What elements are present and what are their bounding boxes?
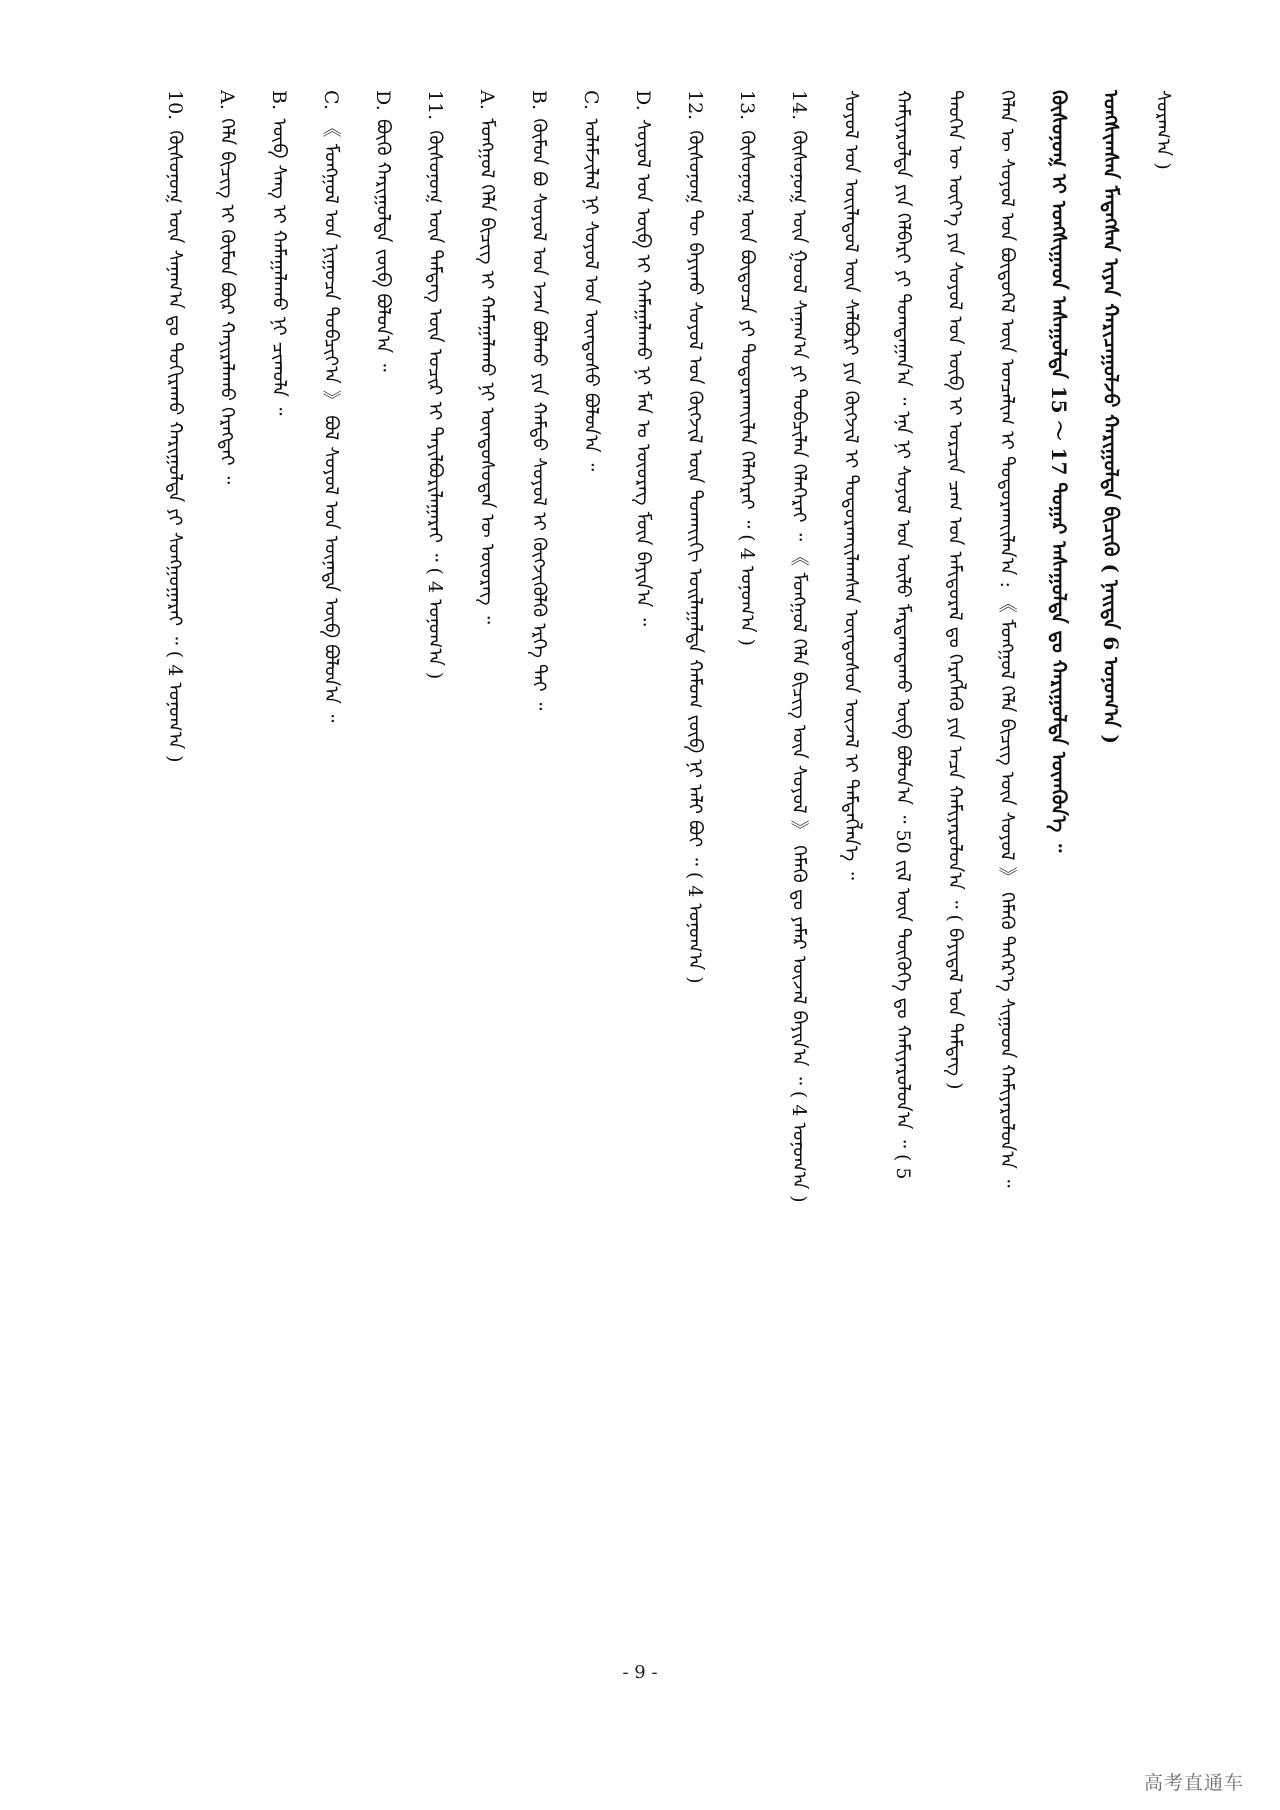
column-text: ᠬᠦᠮᠦᠨ ᠪᠣ ᠰᠣᠶᠣᠯ ᠤᠨ ᠡᠵᠡᠨ ᠪᠣᠯᠬᠤ ᠶᠢᠨ ᠬᠠᠮᠲᠤ ᠰᠣᠶᠣᠯ ᠢ ᠬᠥᠭᠵᠢᠭᠦᠯᠬᠦ ᠡᠷᠬᠡ ᠲᠠᠢ ᠃ [528, 118, 550, 711]
option-letter: B. [268, 90, 290, 111]
text-column-17 [310, 90, 352, 722]
question-number: 14. [788, 90, 810, 121]
text-column-5 [934, 90, 976, 1090]
text-column-16 [362, 90, 404, 372]
column-text: ᠤᠯᠠᠮᠵᠢᠯᠠᠯ ᠨᠢ ᠰᠣᠶᠣᠯ ᠤᠨ ᠦᠨᠳᠦᠰᠦ ᠪᠣᠯᠤᠨ᠎ᠠ ᠃ [580, 118, 602, 472]
column-text: ᠬᠡᠯᠡ ᠪᠢᠴᠢᠭ ᠢ ᠬᠦᠮᠦᠨ ᠪᠦᠷ ᠬᠠᠶᠢᠷᠠᠯᠠᠬᠤ ᠬᠡᠷᠡᠭᠲᠡᠢ ᠃ [216, 118, 238, 485]
text-column-12 [570, 90, 612, 471]
text-column-14 [466, 90, 508, 624]
text-column-13 [518, 90, 560, 710]
text-column-9 [726, 90, 768, 646]
text-column-3 [1038, 90, 1080, 852]
column-text: ᠬᠦᠰᠦᠨᠦᠭ᠍ ᠦᠨ ᠲᠡᠮᠳᠡᠭ ᠦᠨ ᠤᠴᠢᠷ ᠢ ᠲᠠᠶᠢᠯᠪᠤᠷᠢᠯᠠᠭᠠᠷᠠᠢ ᠃ ( 4 ᠣᠨᠤᠭ᠎ᠠ ) [424, 130, 446, 680]
text-column-2 [1090, 90, 1132, 744]
column-text: ᠰᠣᠶᠣᠯ ᠤᠨ ᠥᠪ ᠢ ᠬᠠᠮᠠᠭᠠᠯᠠᠬᠤ ᠨᠢ ᠮᠠᠨ ᠤ ᠦᠦᠷᠡᠭ ᠮᠥᠨ ᠪᠠᠶᠢᠨ᠎ᠠ ᠃ [632, 119, 654, 626]
text-column-20 [154, 90, 196, 763]
text-column-8 [778, 90, 820, 1203]
text-column-15 [414, 90, 456, 679]
column-text: ᠰᠤᠷᠠᠭ᠎ᠠ ) [1152, 90, 1174, 170]
text-column-11 [622, 90, 664, 626]
text-column-6 [882, 90, 924, 1180]
column-text: ᠥᠪ ᠰᠠᠩ ᠢ ᠬᠠᠮᠠᠭᠠᠯᠠᠬᠤ ᠨᠢ ᠴᠢᠬᠤᠯᠠ ᠃ [268, 118, 290, 416]
text-column-19 [206, 90, 248, 484]
column-text: ᠬᠦᠰᠦᠨᠦᠭ᠍ ᠦᠨ ᠭᠣᠣᠯ ᠰᠠᠨᠠᠭ᠎ᠠ ᠶᠢ ᠲᠣᠪᠴᠢᠯᠠᠨ ᠬᠡᠯᠡᠭᠡᠷᠡᠢ ᠃ 《 ᠮᠣᠩᠭᠣᠯ ᠬᠡᠯᠡ ᠪᠢᠴᠢᠭ ᠦᠨ ᠰᠣᠶᠣᠯ 》 ᠬᠡᠮᠡᠬᠦ ᠳᠤ ᠶᠠᠮᠠᠷ ᠦᠵᠡᠯ ᠪᠠᠶᠢᠨ᠎ᠠ ᠃ ( 4 ᠣᠨᠤᠭ᠎ᠠ ) [788, 130, 810, 1203]
column-text: ᠲᠡᠦᠬᠡᠨ ᠦ ᠦᠶ᠎ᠡ ᠶᠢᠨ ᠰᠣᠶᠣᠯ ᠤᠨ ᠥᠪ ᠢ ᠣᠷᠴᠢᠨ ᠴᠠᠭ ᠤᠨ ᠠᠮᠢᠳᠤᠷᠠᠯ ᠳᠤ ᠬᠡᠷᠡᠭᠯᠡᠬᠦ ᠶᠢᠨ ᠠᠴᠠ ᠬᠠᠮᠢᠶᠠᠷᠤᠯᠤᠨ᠎ᠠ ᠃ ( ᠪᠠᠶᠢᠳᠠᠯ ᠤᠨ ᠲᠡᠮᠳᠡᠭ ) [944, 90, 966, 1090]
column-text: ᠤᠩᠰᠢᠭᠰᠠᠨ ᠮᠡᠳᠡᠭᠰᠡᠨ ᠢᠶᠡᠨ ᠬᠠᠷᠢᠴᠠᠭᠤᠯᠵᠤ ᠬᠠᠷᠢᠭᠤᠯᠲᠠ ᠪᠢᠴᠢᠬᠦ᠌ ( ᠨᠡᠢᠲᠡ 6 ᠣᠨᠤᠭ᠎ᠠ ) [1099, 90, 1123, 744]
column-text: ᠬᠦᠰᠦᠨᠦᠭ᠍ ᠦᠨ ᠰᠠᠨᠠᠭ᠎ᠠ ᠳᠤ ᠲᠣᠬᠢᠷᠠᠬᠤ ᠬᠠᠷᠢᠭᠤᠯᠲᠠ ᠶᠢ ᠰᠣᠩᠭᠣᠭᠠᠷᠠᠢ ᠃ ( 4 ᠣᠨᠤᠭ᠎ᠠ ) [164, 130, 186, 763]
text-column-7 [830, 90, 872, 880]
column-text: ᠮᠣᠩᠭᠣᠯ ᠬᠡᠯᠡ ᠪᠢᠴᠢᠭ ᠢ ᠬᠠᠮᠠᠭᠠᠯᠠᠬᠤ ᠨᠢ ᠦᠨᠳᠦᠰᠦᠲᠡᠨ ᠦ ᠦᠦᠷᠡᠭ ᠃ [476, 118, 498, 624]
option-letter: A. [216, 90, 238, 111]
column-text: ᠬᠡᠯᠡᠨ ᠦ ᠰᠣᠶᠣᠯ ᠤᠨ ᠪᠦᠲᠦᠭᠡᠯ ᠦᠨ ᠣᠨᠴᠠᠯᠢᠭ ᠢ ᠲᠣᠳᠣᠷᠬᠠᠶ᠋ᠢᠯᠠᠨ᠎ᠠ : 《 ᠮᠣᠩᠭᠣᠯ ᠬᠡᠯᠡ ᠪᠢᠴᠢᠭ ᠦᠨ ᠰᠣᠶᠣᠯ 》 ᠬᠡᠮᠡᠬᠦ ᠳᠡᠭᠡᠷ᠎ᠡ ᠰᠢᠭᠤᠳ ᠬᠠᠮᠢᠶᠠᠷᠤᠯᠤᠨ᠎ᠠ ᠃ [996, 90, 1018, 1188]
text-column-4 [986, 90, 1028, 1187]
text-column-1 [1142, 90, 1184, 170]
column-text: ᠪᠦᠬᠦ ᠬᠠᠷᠢᠭᠤᠯᠲᠠ ᠵᠥᠪ ᠪᠣᠯᠤᠨ᠎ᠠ ᠃ [372, 119, 394, 372]
text-column-10 [674, 90, 716, 984]
column-text: 《 ᠮᠣᠩᠭᠣᠯ ᠤᠨ ᠨᠢᠭᠤᠴᠠ ᠲᠣᠪᠴᠢᠶ᠎ᠠ 》 ᠪᠣᠯ ᠰᠣᠶᠣᠯ ᠤᠨ ᠦᠨᠡᠲᠡ ᠥᠪ ᠪᠣᠯᠤᠨ᠎ᠠ ᠃ [320, 118, 342, 723]
option-letter: D. [372, 90, 394, 111]
question-number: 11. [424, 90, 446, 121]
question-number: 13. [736, 90, 758, 121]
text-column-18 [258, 90, 300, 415]
column-text: ᠰᠣᠶᠣᠯ ᠤᠨ ᠦᠢᠯᠡᠳᠦᠯ ᠦᠨ ᠰᠠᠯᠪᠤᠷᠢ ᠶᠢᠨ ᠬᠦᠭᠵᠢᠯ ᠢ ᠲᠣᠳᠣᠷᠬᠠᠶ᠋ᠢᠯᠠᠭᠰᠠᠨ ᠦᠨᠳᠦᠰᠦᠨ ᠦᠵᠡᠯ ᠢ ᠲᠡᠮᠳᠡᠭᠯᠡᠨ᠎ᠡ ᠃ [840, 90, 862, 880]
watermark: 高考直通车 [1143, 1772, 1244, 1794]
option-letter: C. [320, 90, 342, 111]
column-text: ᠬᠦᠰᠦᠨᠦᠭ᠍ ᠲᠦ ᠪᠠᠶᠢᠬᠤ ᠰᠣᠶᠣᠯ ᠤᠨ ᠬᠥᠭᠵᠢᠯ ᠦᠨ ᠲᠤᠬᠠᠶ᠋ᠢᠬᠢ ᠣᠢᠯᠠᠭᠠᠯᠲᠠ ᠬᠠᠮᠤᠭ ᠵᠥᠪ ᠨᠢ ᠠᠯᠢ ᠪᠤᠢ ᠃ ( 4 ᠣᠨᠤᠭ᠎ᠠ ) [684, 130, 706, 984]
column-text: ᠬᠦᠰᠦᠨᠦᠭ᠍ ᠦᠨ ᠪᠦᠲᠦᠴᠡ ᠶᠢ ᠲᠣᠳᠣᠷᠬᠠᠶ᠋ᠢᠯᠠᠨ ᠬᠡᠯᠡᠭᠡᠷᠡᠢ ᠃ ( 4 ᠣᠨᠤᠭ᠎ᠠ ) [736, 130, 758, 647]
option-letter: C. [580, 90, 602, 111]
question-number: 10. [164, 90, 186, 121]
option-letter: D. [632, 90, 654, 111]
page-number: - 9 - [622, 1662, 658, 1683]
column-text: ᠬᠦᠰᠦᠨᠦᠭ᠍ ᠢ ᠤᠩᠰᠢᠭᠠᠳ ᠠᠰᠠᠭᠤᠯᠲᠠ 15 ～ 17 ᠳᠤᠭᠠᠷ ᠠᠰᠠᠭᠤᠯᠲᠠ ᠳᠤ ᠬᠠᠷᠢᠭᠤᠯᠲᠠ ᠥᠭ᠍ᠭᠦᠨ᠎ᠡ ᠃ [1047, 90, 1071, 853]
column-text: ᠬᠠᠮᠢᠶᠠᠷᠤᠯᠳᠠ ᠶᠢᠨ ᠬᠡᠯᠪᠡᠷᠢ ᠶᠢ ᠲᠣᠭᠲᠠᠭᠠᠨ᠎ᠠ ᠃ ᠡᠨᠡ ᠨᠢ ᠰᠣᠶᠣᠯ ᠤᠨ ᠦᠯᠦ ᠮᠠᠷᠲᠠᠭᠳᠠᠬᠤ ᠥᠪ ᠪᠣᠯᠤᠨ᠎ᠠ ᠃ 50 ᠵᠢᠯ ᠦᠨ ᠲᠦᠭᠦᠬᠡ ᠳᠤ ᠬᠠᠮᠢᠶᠠᠷᠤᠯᠤᠨ᠎ᠠ ᠃ ( 5 [892, 90, 914, 1180]
question-number: 12. [684, 90, 706, 121]
option-letter: A. [476, 90, 498, 111]
option-letter: B. [528, 90, 550, 111]
